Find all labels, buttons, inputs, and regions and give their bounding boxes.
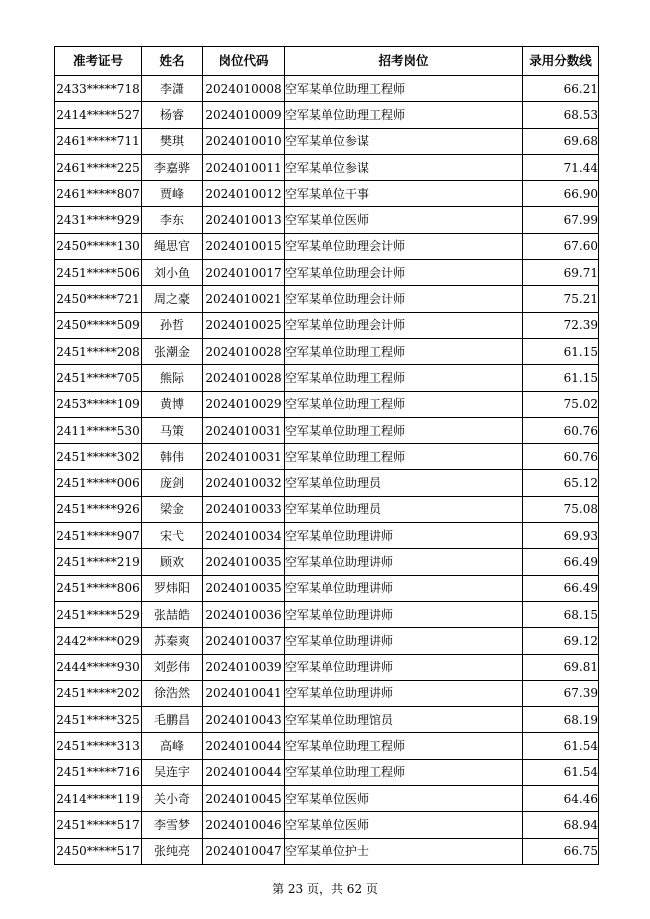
score-cell: 60.76 xyxy=(523,444,599,470)
post-cell: 空军某单位医师 xyxy=(285,207,523,233)
name-cell: 李嘉骅 xyxy=(142,154,203,180)
post-cell: 空军某单位助理工程师 xyxy=(285,733,523,759)
table-row xyxy=(55,549,599,575)
exam-id-cell: 2433*****718 xyxy=(55,76,142,102)
exam-id-cell: 2461*****807 xyxy=(55,181,142,207)
exam-id-cell: 2451*****716 xyxy=(55,759,142,785)
table-row xyxy=(55,207,599,233)
post-code-cell: 2024010033 xyxy=(203,496,285,522)
table-row xyxy=(55,680,599,706)
post-code-cell: 2024010045 xyxy=(203,786,285,812)
table-row xyxy=(55,154,599,180)
post-cell: 空军某单位助理讲师 xyxy=(285,680,523,706)
name-cell: 梁金 xyxy=(142,496,203,522)
exam-id-cell: 2451*****219 xyxy=(55,549,142,575)
name-cell: 吴连宇 xyxy=(142,759,203,785)
exam-id-cell: 2450*****517 xyxy=(55,838,142,864)
score-cell: 61.15 xyxy=(523,365,599,391)
post-cell: 空军某单位医师 xyxy=(285,812,523,838)
post-cell: 空军某单位助理讲师 xyxy=(285,549,523,575)
table-row xyxy=(55,838,599,864)
table-row xyxy=(55,575,599,601)
header-exam-id: 准考证号 xyxy=(55,47,142,76)
exam-id-cell: 2453*****109 xyxy=(55,391,142,417)
post-code-cell: 2024010031 xyxy=(203,417,285,443)
name-cell: 关小奇 xyxy=(142,786,203,812)
post-cell: 空军某单位助理工程师 xyxy=(285,444,523,470)
name-cell: 张潮金 xyxy=(142,338,203,364)
table-row xyxy=(55,707,599,733)
post-code-cell: 2024010046 xyxy=(203,812,285,838)
post-code-cell: 2024010025 xyxy=(203,312,285,338)
header-score-line: 录用分数线 xyxy=(523,47,599,76)
post-code-cell: 2024010034 xyxy=(203,523,285,549)
post-cell: 空军某单位助理工程师 xyxy=(285,417,523,443)
score-cell: 60.76 xyxy=(523,417,599,443)
exam-id-cell: 2451*****529 xyxy=(55,601,142,627)
name-cell: 绳思官 xyxy=(142,233,203,259)
post-cell: 空军某单位助理讲师 xyxy=(285,654,523,680)
score-cell: 67.39 xyxy=(523,680,599,706)
name-cell: 李雪梦 xyxy=(142,812,203,838)
table-row xyxy=(55,654,599,680)
name-cell: 孙哲 xyxy=(142,312,203,338)
exam-id-cell: 2461*****711 xyxy=(55,128,142,154)
post-code-cell: 2024010028 xyxy=(203,365,285,391)
exam-id-cell: 2450*****130 xyxy=(55,233,142,259)
post-cell: 空军某单位助理讲师 xyxy=(285,601,523,627)
post-cell: 空军某单位参谋 xyxy=(285,154,523,180)
table-row xyxy=(55,496,599,522)
name-cell: 马策 xyxy=(142,417,203,443)
header-post-code: 岗位代码 xyxy=(203,47,285,76)
name-cell: 徐浩然 xyxy=(142,680,203,706)
score-cell: 69.12 xyxy=(523,628,599,654)
exam-id-cell: 2451*****006 xyxy=(55,470,142,496)
post-cell: 空军某单位助理工程师 xyxy=(285,365,523,391)
table-row xyxy=(55,102,599,128)
post-code-cell: 2024010035 xyxy=(203,549,285,575)
post-cell: 空军某单位干事 xyxy=(285,181,523,207)
score-cell: 68.15 xyxy=(523,601,599,627)
table-row xyxy=(55,391,599,417)
table-row xyxy=(55,233,599,259)
name-cell: 刘彭伟 xyxy=(142,654,203,680)
header-name: 姓名 xyxy=(142,47,203,76)
post-cell: 空军某单位助理工程师 xyxy=(285,102,523,128)
post-code-cell: 2024010044 xyxy=(203,759,285,785)
post-code-cell: 2024010044 xyxy=(203,733,285,759)
score-cell: 69.71 xyxy=(523,260,599,286)
table-row xyxy=(55,338,599,364)
post-cell: 空军某单位助理员 xyxy=(285,496,523,522)
post-code-cell: 2024010008 xyxy=(203,76,285,102)
post-cell: 空军某单位助理讲师 xyxy=(285,523,523,549)
name-cell: 杨睿 xyxy=(142,102,203,128)
table-body xyxy=(55,76,599,865)
post-cell: 空军某单位助理讲师 xyxy=(285,628,523,654)
post-code-cell: 2024010036 xyxy=(203,601,285,627)
name-cell: 苏秦爽 xyxy=(142,628,203,654)
name-cell: 李潇 xyxy=(142,76,203,102)
table-row xyxy=(55,470,599,496)
exam-id-cell: 2442*****029 xyxy=(55,628,142,654)
table-row xyxy=(55,786,599,812)
post-code-cell: 2024010039 xyxy=(203,654,285,680)
post-cell: 空军某单位助理工程师 xyxy=(285,76,523,102)
table-row xyxy=(55,76,599,102)
post-code-cell: 2024010028 xyxy=(203,338,285,364)
exam-id-cell: 2450*****509 xyxy=(55,312,142,338)
score-cell: 66.90 xyxy=(523,181,599,207)
post-cell: 空军某单位助理会计师 xyxy=(285,286,523,312)
post-code-cell: 2024010041 xyxy=(203,680,285,706)
exam-id-cell: 2411*****530 xyxy=(55,417,142,443)
name-cell: 贾峰 xyxy=(142,181,203,207)
table-row xyxy=(55,312,599,338)
exam-id-cell: 2451*****907 xyxy=(55,523,142,549)
name-cell: 宋弋 xyxy=(142,523,203,549)
name-cell: 张喆皓 xyxy=(142,601,203,627)
post-cell: 空军某单位助理会计师 xyxy=(285,260,523,286)
post-cell: 空军某单位助理员 xyxy=(285,470,523,496)
score-cell: 66.75 xyxy=(523,838,599,864)
header-post: 招考岗位 xyxy=(285,47,523,76)
post-code-cell: 2024010012 xyxy=(203,181,285,207)
post-code-cell: 2024010021 xyxy=(203,286,285,312)
post-code-cell: 2024010013 xyxy=(203,207,285,233)
post-code-cell: 2024010047 xyxy=(203,838,285,864)
score-cell: 71.44 xyxy=(523,154,599,180)
post-cell: 空军某单位助理工程师 xyxy=(285,338,523,364)
score-cell: 68.19 xyxy=(523,707,599,733)
post-code-cell: 2024010043 xyxy=(203,707,285,733)
exam-id-cell: 2451*****325 xyxy=(55,707,142,733)
score-cell: 75.02 xyxy=(523,391,599,417)
exam-id-cell: 2414*****527 xyxy=(55,102,142,128)
name-cell: 高峰 xyxy=(142,733,203,759)
name-cell: 罗炜阳 xyxy=(142,575,203,601)
name-cell: 韩伟 xyxy=(142,444,203,470)
score-cell: 61.54 xyxy=(523,759,599,785)
post-code-cell: 2024010029 xyxy=(203,391,285,417)
table-row xyxy=(55,523,599,549)
post-cell: 空军某单位助理会计师 xyxy=(285,233,523,259)
exam-id-cell: 2461*****225 xyxy=(55,154,142,180)
post-cell: 空军某单位参谋 xyxy=(285,128,523,154)
name-cell: 毛鹏昌 xyxy=(142,707,203,733)
score-cell: 66.49 xyxy=(523,549,599,575)
score-cell: 66.49 xyxy=(523,575,599,601)
exam-id-cell: 2450*****721 xyxy=(55,286,142,312)
score-cell: 65.12 xyxy=(523,470,599,496)
score-cell: 67.99 xyxy=(523,207,599,233)
exam-id-cell: 2451*****705 xyxy=(55,365,142,391)
score-cell: 72.39 xyxy=(523,312,599,338)
score-cell: 68.94 xyxy=(523,812,599,838)
exam-id-cell: 2451*****806 xyxy=(55,575,142,601)
table-row xyxy=(55,601,599,627)
exam-id-cell: 2451*****208 xyxy=(55,338,142,364)
name-cell: 顾欢 xyxy=(142,549,203,575)
score-cell: 64.46 xyxy=(523,786,599,812)
post-code-cell: 2024010031 xyxy=(203,444,285,470)
table-row xyxy=(55,733,599,759)
score-cell: 69.93 xyxy=(523,523,599,549)
name-cell: 李东 xyxy=(142,207,203,233)
post-cell: 空军某单位医师 xyxy=(285,786,523,812)
name-cell: 庞剑 xyxy=(142,470,203,496)
exam-id-cell: 2444*****930 xyxy=(55,654,142,680)
post-cell: 空军某单位助理讲师 xyxy=(285,575,523,601)
score-cell: 75.08 xyxy=(523,496,599,522)
score-cell: 68.53 xyxy=(523,102,599,128)
post-cell: 空军某单位助理馆员 xyxy=(285,707,523,733)
exam-id-cell: 2451*****926 xyxy=(55,496,142,522)
post-code-cell: 2024010011 xyxy=(203,154,285,180)
exam-id-cell: 2451*****313 xyxy=(55,733,142,759)
score-cell: 66.21 xyxy=(523,76,599,102)
score-cell: 75.21 xyxy=(523,286,599,312)
score-cell: 61.15 xyxy=(523,338,599,364)
table-header xyxy=(55,47,599,76)
name-cell: 刘小鱼 xyxy=(142,260,203,286)
table-row xyxy=(55,444,599,470)
exam-id-cell: 2451*****506 xyxy=(55,260,142,286)
table-row xyxy=(55,628,599,654)
exam-id-cell: 2414*****119 xyxy=(55,786,142,812)
name-cell: 黄博 xyxy=(142,391,203,417)
score-cell: 67.60 xyxy=(523,233,599,259)
page-number: 第 23 页，共 62 页 xyxy=(272,882,378,896)
table-row xyxy=(55,759,599,785)
score-cell: 61.54 xyxy=(523,733,599,759)
exam-id-cell: 2451*****202 xyxy=(55,680,142,706)
table-row xyxy=(55,128,599,154)
exam-id-cell: 2451*****302 xyxy=(55,444,142,470)
table-row xyxy=(55,365,599,391)
name-cell: 张纯亮 xyxy=(142,838,203,864)
table-row xyxy=(55,812,599,838)
post-code-cell: 2024010017 xyxy=(203,260,285,286)
post-code-cell: 2024010009 xyxy=(203,102,285,128)
post-code-cell: 2024010035 xyxy=(203,575,285,601)
name-cell: 熊际 xyxy=(142,365,203,391)
table-row xyxy=(55,286,599,312)
table-row xyxy=(55,417,599,443)
post-code-cell: 2024010032 xyxy=(203,470,285,496)
name-cell: 周之豪 xyxy=(142,286,203,312)
post-code-cell: 2024010015 xyxy=(203,233,285,259)
post-code-cell: 2024010037 xyxy=(203,628,285,654)
exam-id-cell: 2451*****517 xyxy=(55,812,142,838)
score-cell: 69.68 xyxy=(523,128,599,154)
post-cell: 空军某单位护士 xyxy=(285,838,523,864)
admission-score-table xyxy=(54,46,599,865)
table-row xyxy=(55,260,599,286)
post-cell: 空军某单位助理会计师 xyxy=(285,312,523,338)
exam-id-cell: 2431*****929 xyxy=(55,207,142,233)
post-code-cell: 2024010010 xyxy=(203,128,285,154)
name-cell: 樊琪 xyxy=(142,128,203,154)
score-cell: 69.81 xyxy=(523,654,599,680)
post-cell: 空军某单位助理工程师 xyxy=(285,391,523,417)
table-row xyxy=(55,181,599,207)
post-cell: 空军某单位助理工程师 xyxy=(285,759,523,785)
